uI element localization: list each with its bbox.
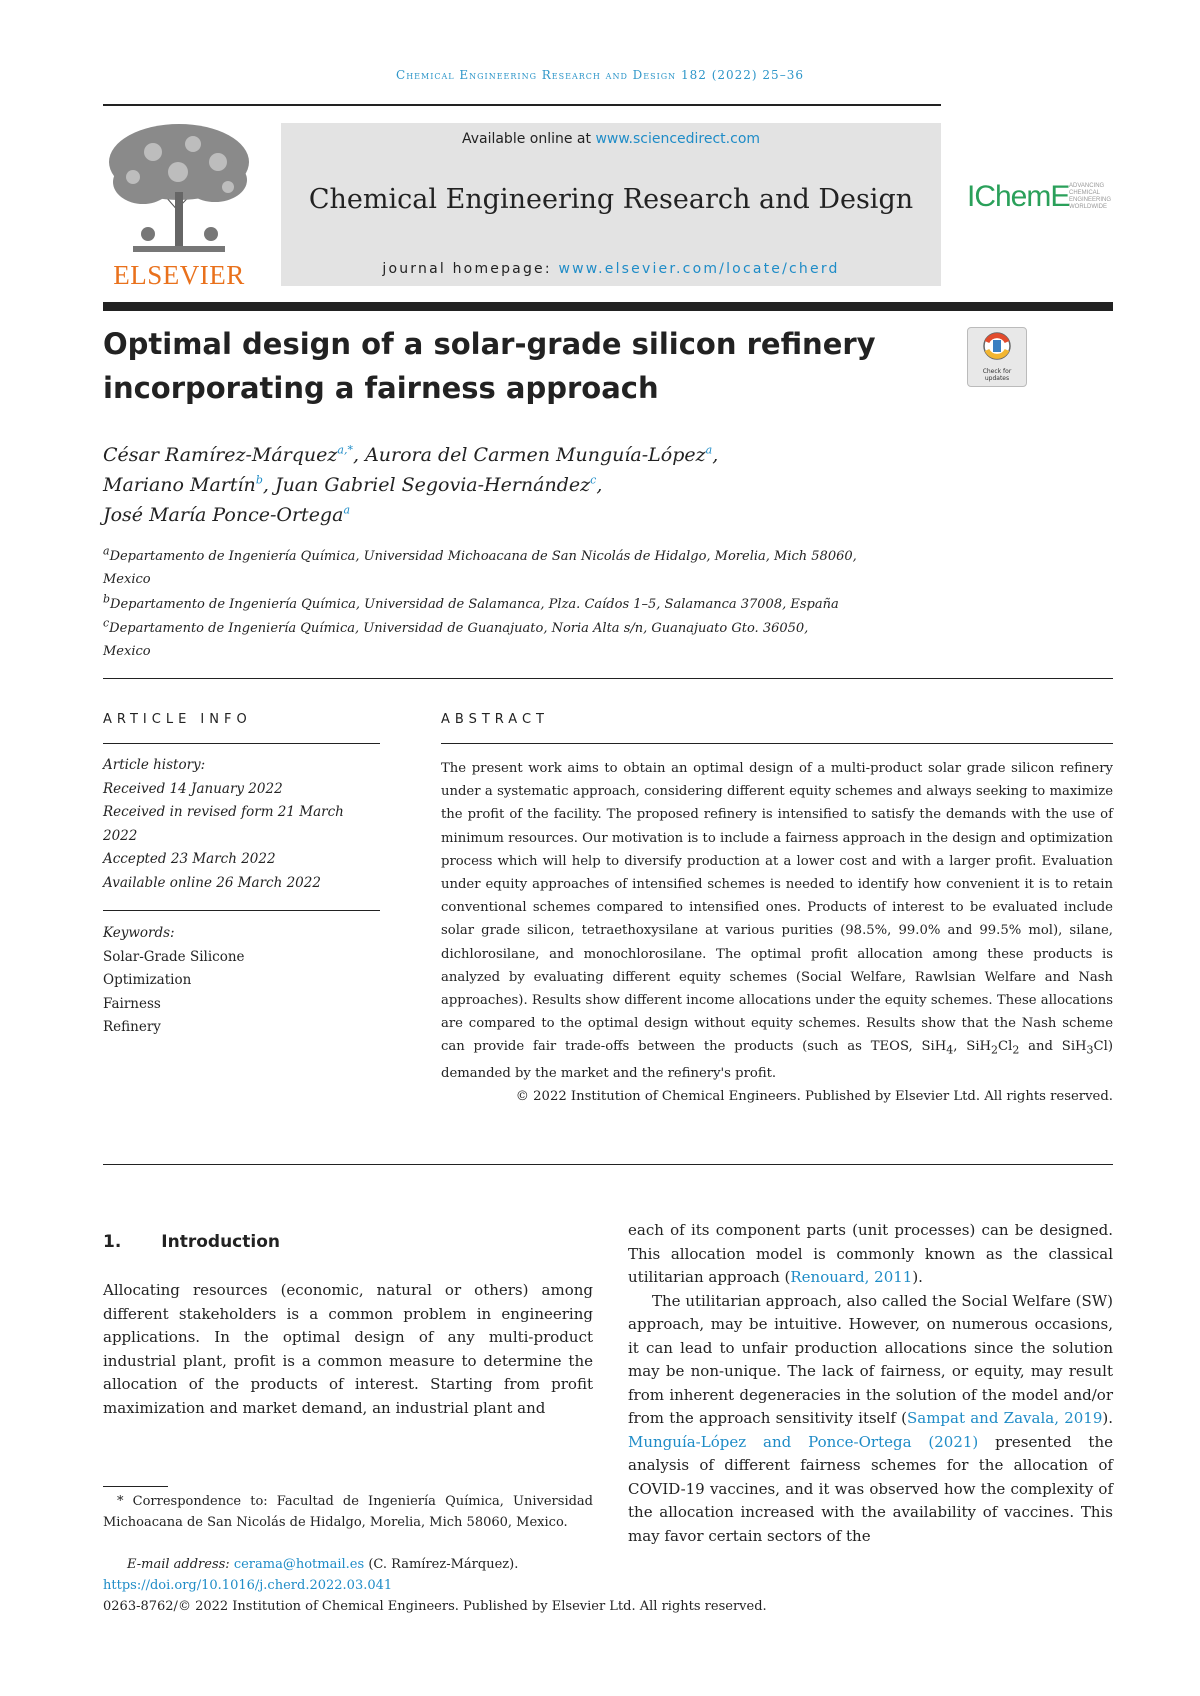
author-name[interactable]: Aurora del Carmen Munguía-López	[365, 444, 706, 466]
check-for-updates-icon	[968, 328, 1026, 368]
history-accepted: Accepted 23 March 2022	[103, 851, 276, 867]
body-text: ).	[1102, 1409, 1113, 1427]
abstract-text: The present work aims to obtain an optimal design of a multi-product solar grade silicon refinery under a systematic approach, considering different equity schemes and always seeking to maximize the profit of the facility. The proposed refinery is intensified to satisfy the demands with the use of minimum resources. Our motivation is to include a fairness approach in the design and optimization process which will help to diversify production at a lower cost and with a larger profit. Evaluation under equity approaches of intensified schemes is needed to identify how convenient it is to retain conventional schemes compared to intensified ones. Products of interest to be evaluated include solar grade silicon, tetraethoxysilane at various purities (98.5%, 99.0% and 99.5% mol), silane, dichlorosilane, and monochlorosilane. The optimal profit allocation among these products is analyzed by evaluating different equity schemes (Social Welfare, Rawlsian Welfare and Nash approaches). Results show different income allocations under the equity schemes. These allocations are compared to the optimal design without equity schemes. Results show that the Nash scheme can provide fair trade-offs between the products (such as TEOS, SiH	[441, 761, 1113, 1055]
section-title: Introduction	[161, 1232, 280, 1252]
keyword-item: Optimization	[103, 972, 192, 988]
affiliation-text: Departamento de Ingeniería Química, Universidad de Salamanca, Plza. Caídos 1–5, Salamanca 37008, España	[110, 597, 839, 612]
body-paragraph	[628, 1219, 1113, 1290]
subscript: 3	[1086, 1044, 1094, 1058]
abstract-text: Cl	[998, 1039, 1013, 1055]
author-line	[103, 440, 903, 470]
author-separator: ,	[352, 444, 360, 466]
affiliation-text: Mexico	[103, 572, 151, 587]
history-received: Received 14 January 2022	[103, 780, 283, 797]
doi-link[interactable]: https://doi.org/10.1016/j.cherd.2022.03.041	[103, 1578, 393, 1593]
author-line	[103, 500, 903, 530]
affiliation-marker: a	[103, 544, 110, 558]
affiliation-line	[103, 545, 963, 568]
affiliation-text: Departamento de Ingeniería Química, Universidad Michoacana de San Nicolás de Hidalgo, Morelia, Mich 58060,	[109, 549, 857, 564]
subscript: 4	[946, 1044, 954, 1058]
keyword-item: Solar-Grade Silicone	[103, 948, 245, 965]
author-name[interactable]: José María Ponce-Ortega	[103, 504, 344, 526]
journal-masthead	[281, 123, 941, 286]
elsevier-tree-icon	[103, 122, 255, 257]
footnote-rule	[103, 1486, 168, 1487]
author-affiliation-marker[interactable]: a,*	[337, 443, 353, 457]
footnote-text: Correspondence to: Facultad de Ingeniería Química, Universidad Michoacana de San Nicolás de Hidalgo, Morelia, Mich 58060, Mexico.	[103, 1494, 593, 1530]
affiliation-a	[103, 545, 963, 591]
history-available: Available online 26 March 2022	[103, 874, 321, 891]
article-info-heading: ARTICLE INFO	[103, 712, 252, 727]
abstract-copyright: © 2022 Institution of Chemical Engineers. Published by Elsevier Ltd. All rights reserved.	[515, 1089, 1113, 1105]
citation-link[interactable]: Renouard, 2011	[790, 1268, 913, 1286]
affiliation-marker: c	[103, 616, 110, 630]
title-line: incorporating a fairness approach	[103, 371, 659, 405]
section-number: 1.	[103, 1232, 122, 1252]
body-text: presented the analysis of different fairness schemes for the allocation of COVID-19 vaccines, and it was observed how the complexity of the allocation increased with the availability of vaccines. This may favor certain sectors of the	[628, 1432, 1113, 1545]
sciencedirect-link[interactable]: www.sciencedirect.com	[595, 131, 761, 147]
subscript: 2	[1012, 1044, 1020, 1058]
intro-column-right	[628, 1219, 1113, 1548]
email-footnote	[103, 1554, 597, 1575]
author-list	[103, 440, 903, 530]
tagline-line: ENGINEERING	[1069, 197, 1112, 203]
abstract-body	[441, 757, 1113, 1109]
author-separator: ,	[712, 444, 719, 466]
affiliation-marker: b	[103, 592, 111, 606]
email-owner: (C. Ramírez-Márquez).	[368, 1557, 519, 1572]
keywords-label: Keywords:	[103, 925, 175, 941]
homepage-link[interactable]: www.elsevier.com/locate/cherd	[558, 261, 840, 277]
author-affiliation-marker[interactable]: c	[590, 473, 597, 487]
keyword-item: Refinery	[103, 1019, 161, 1035]
tagline-line: ADVANCING	[1069, 183, 1105, 189]
email-link[interactable]: cerama@hotmail.es	[233, 1557, 365, 1572]
author-line	[103, 470, 903, 500]
check-for-updates-badge[interactable]	[967, 327, 1027, 387]
author-affiliation-marker[interactable]: a	[343, 503, 350, 517]
article-info-rule	[103, 743, 380, 744]
front-matter-rule	[103, 678, 1113, 679]
affiliation-line	[103, 593, 963, 616]
journal-title: Chemical Engineering Research and Design	[308, 184, 914, 215]
email-label: E-mail address:	[127, 1557, 230, 1572]
history-label: Article history:	[103, 757, 206, 773]
abstract-paragraph	[441, 757, 1113, 1085]
keyword-item: Fairness	[103, 995, 161, 1012]
affiliation-b	[103, 593, 963, 616]
available-online	[281, 131, 941, 147]
homepage-label: journal homepage:	[382, 261, 552, 277]
abstract-text: and SiH	[1019, 1039, 1087, 1055]
icheme-wordmark: IChemE	[967, 180, 1070, 213]
author-name[interactable]: Mariano Martín	[103, 474, 256, 496]
running-header: Chemical Engineering Research and Design 182 (2022) 25–36	[396, 68, 804, 82]
article-history	[103, 754, 383, 895]
check-for-updates-label: Check for updates	[982, 368, 1012, 382]
body-paragraph	[628, 1290, 1113, 1549]
abstract-text: Cl) demanded by the market and the refinery's profit.	[441, 1039, 1113, 1082]
abstract-text: , SiH	[953, 1039, 992, 1055]
abstract-heading: ABSTRACT	[441, 712, 549, 727]
author-affiliation-marker[interactable]: b	[255, 473, 263, 487]
subscript: 2	[991, 1044, 999, 1058]
body-text: ).	[912, 1268, 923, 1286]
author-name[interactable]: Juan Gabriel Segovia-Hernández	[274, 474, 591, 496]
header-rule	[103, 104, 941, 106]
affiliation-line	[103, 617, 963, 640]
author-separator: ,	[262, 474, 269, 496]
author-separator: ,	[596, 474, 603, 496]
citation-link[interactable]: Munguía-López and Ponce-Ortega (2021)	[628, 1432, 979, 1451]
body-paragraph: Allocating resources (economic, natural or others) among different stakeholders is a common problem in engineering applications. In the optimal design of any multi-product industrial plant, profit is a common measure to determine the allocation of the products of interest. Starting from profit maximization and market demand, an industrial plant and	[103, 1281, 593, 1417]
abstract-end-rule	[103, 1164, 1113, 1165]
available-online-label: Available online at	[461, 131, 591, 147]
section-heading	[103, 1232, 280, 1252]
title-line: Optimal design of a solar-grade silicon refinery	[103, 327, 876, 361]
icheme-tagline	[1069, 183, 1111, 211]
article-title	[103, 322, 923, 410]
correspondence-footnote	[103, 1491, 593, 1533]
history-revised: 2022	[103, 827, 138, 844]
journal-homepage	[281, 261, 941, 277]
tagline-line: CHEMICAL	[1069, 190, 1101, 196]
intro-column-left	[103, 1279, 593, 1420]
affiliation-text: Mexico	[103, 644, 151, 659]
author-name[interactable]: César Ramírez-Márquez	[103, 444, 338, 466]
icheme-logo	[967, 180, 1117, 220]
affiliation-text: Departamento de Ingeniería Química, Universidad de Guanajuato, Noria Alta s/n, Guanajuato Gto. 36050,	[109, 621, 809, 636]
affiliation-c	[103, 617, 963, 663]
tagline-line: WORLDWIDE	[1069, 204, 1107, 210]
keywords-rule	[103, 910, 380, 911]
abstract-rule	[441, 743, 1113, 744]
elsevier-wordmark: ELSEVIER	[113, 260, 245, 290]
masthead-thick-rule	[103, 302, 1113, 311]
body-text: The utilitarian approach, also called the Social Welfare (SW) approach, may be intuitive. However, on numerous occasions, it can lead to unfair production allocations since the solution may be non-unique. The lack of fairness, or equity, may result from inherent degeneracies in the solution of the model and/or from the approach sensitivity itself (	[628, 1291, 1113, 1427]
keywords	[103, 922, 383, 1040]
elsevier-logo	[103, 122, 255, 292]
history-revised: Received in revised form 21 March	[103, 804, 344, 820]
body-text: each of its component parts (unit processes) can be designed. This allocation model is commonly known as the classical utilitarian approach (	[628, 1221, 1113, 1286]
doi-line	[103, 1575, 703, 1596]
author-affiliation-marker[interactable]: a	[705, 443, 713, 457]
footnote-marker: *	[117, 1494, 124, 1509]
citation-link[interactable]: Sampat and Zavala, 2019	[906, 1409, 1103, 1427]
issn-line: 0263-8762/© 2022 Institution of Chemical Engineers. Published by Elsevier Ltd. All rights reserved.	[103, 1599, 767, 1614]
